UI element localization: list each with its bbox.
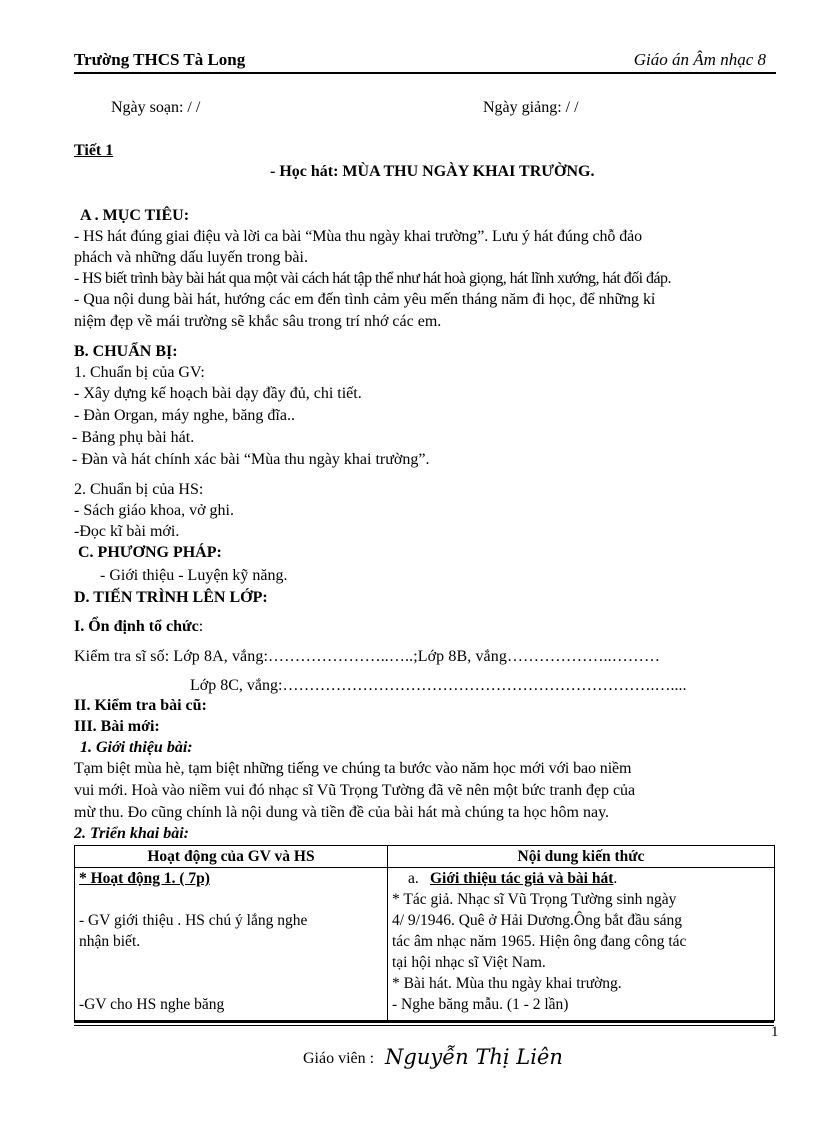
section-d-heading: D. TIẾN TRÌNH LÊN LỚP: <box>74 589 268 606</box>
footer-rule-thin <box>74 1025 774 1026</box>
activity-table <box>74 845 775 1021</box>
footer-rule <box>74 1021 774 1023</box>
intro-line: mừ thu. Đo cũng chính là nội dung và tiền đề của bài hát mà chúng ta học hôm nay. <box>74 804 610 821</box>
intro-heading: 1. Giới thiệu bài: <box>80 739 193 756</box>
section-c-heading: C. PHƯƠNG PHÁP: <box>78 544 222 561</box>
section-a-line: phách và những dấu luyến trong bài. <box>74 249 308 266</box>
gv-prep-item: - Xây dựng kế hoạch bài dạy đầy đủ, chi tiết. <box>74 385 362 402</box>
teacher-label: Giáo viên : <box>303 1050 375 1067</box>
step1-heading: I. Ổn định tổ chức <box>74 618 199 635</box>
content-line: * Tác giả. Nhạc sĩ Vũ Trọng Tường sinh ngày <box>392 891 677 908</box>
intro-line: Tạm biệt mùa hè, tạm biệt những tiếng ve chúng ta bước vào năm học mới với bao niềm <box>74 760 632 777</box>
content-line: - Nghe băng mẫu. (1 - 2 lần) <box>392 996 569 1013</box>
step1-heading-line <box>74 618 203 636</box>
section-a-line: niệm đẹp về mái trường sẽ khắc sâu trong trí nhớ các em. <box>74 313 442 330</box>
section-a-line: - HS biết trình bày bài hát qua một vài cách hát tập thể như hát hoà giọng, hát lĩnh xướng, hát đối đáp. <box>74 270 671 287</box>
content-line: tác âm nhạc năm 1965. Hiện ông đang công tác <box>392 933 687 950</box>
step3-heading: III. Bài mới: <box>74 718 160 735</box>
hs-prep-item: - Sách giáo khoa, vở ghi. <box>74 502 234 519</box>
page-number: 1 <box>771 1024 779 1040</box>
section-b-heading: B. CHUẨN BỊ: <box>74 343 178 360</box>
content-title-line <box>392 868 770 889</box>
lesson-number: Tiết 1 <box>74 142 114 159</box>
content-cell <box>388 868 775 1021</box>
step2-heading: II. Kiểm tra bài cũ: <box>74 697 207 714</box>
deploy-heading: 2. Triển khai bài: <box>74 825 189 842</box>
table-row <box>75 868 775 1021</box>
content-line: 4/ 9/1946. Quê ở Hải Dương.Ông bắt đầu sáng <box>392 912 682 929</box>
lesson-title: - Học hát: MÙA THU NGÀY KHAI TRƯỜNG. <box>270 163 595 180</box>
intro-line: vui mới. Hoà vào niềm vui đó nhạc sĩ Vũ Trọng Tường đã vẽ nên một bức tranh đẹp của <box>74 782 635 799</box>
activity-cell <box>75 868 388 1021</box>
content-list-marker: a. <box>408 870 419 887</box>
content-title-end: . <box>613 870 618 887</box>
school-name: Trường THCS Tà Long <box>74 50 246 69</box>
content-title: Giới thiệu tác giả và bài hát <box>430 870 614 887</box>
subject-title: Giáo án Âm nhạc 8 <box>633 50 766 69</box>
attendance-line: Lớp 8C, vắng:…………………………………………………………….….... <box>190 677 687 694</box>
activity-line: -GV cho HS nghe băng <box>79 996 225 1013</box>
content-line: tại hội nhạc sĩ Việt Nam. <box>392 954 546 971</box>
section-a-line: - Qua nội dung bài hát, hướng các em đến tình cảm yêu mến tháng năm đi học, để những kỉ <box>74 291 656 308</box>
section-a-line: - HS hát đúng giai điệu và lời ca bài “Mùa thu ngày khai trường”. Lưu ý hát đúng chỗ đảo <box>74 228 642 245</box>
section-c-text: - Giới thiệu - Luyện kỹ năng. <box>100 567 288 584</box>
header-rule <box>74 72 776 74</box>
content-line: * Bài hát. Mùa thu ngày khai trường. <box>392 975 622 992</box>
activity-title: * Hoạt động 1. ( 7p) <box>79 870 210 887</box>
activity-line: nhận biết. <box>79 933 141 950</box>
teach-date: Ngày giảng: / / <box>483 99 579 116</box>
hs-prep-item: -Đọc kĩ bài mới. <box>74 523 180 540</box>
step1-colon: : <box>198 618 204 635</box>
teacher-name: Nguyễn Thị Liên <box>385 1045 563 1069</box>
activity-line: - GV giới thiệu . HS chú ý lắng nghe <box>79 912 308 929</box>
gv-prep-item: - Bảng phụ bài hát. <box>72 429 195 446</box>
table-header-row <box>75 846 775 868</box>
attendance-line: Kiểm tra sĩ số: Lớp 8A, vắng:…………………..…..;Lớp 8B, vắng………………..……… <box>74 648 661 665</box>
prep-date: Ngày soạn: / / <box>111 99 201 116</box>
col-activity-header: Hoạt động của GV và HS <box>75 846 388 868</box>
gv-prep-item: - Đàn và hát chính xác bài “Mùa thu ngày khai trường”. <box>72 451 430 468</box>
gv-prep-item: - Đàn Organ, máy nghe, băng đĩa.. <box>74 407 295 424</box>
gv-prep-heading: 1. Chuẩn bị của GV: <box>74 364 205 381</box>
col-content-header: Nội dung kiến thức <box>388 846 775 868</box>
section-a-heading: A . MỤC TIÊU: <box>80 207 190 224</box>
hs-prep-heading: 2. Chuẩn bị của HS: <box>74 481 204 498</box>
